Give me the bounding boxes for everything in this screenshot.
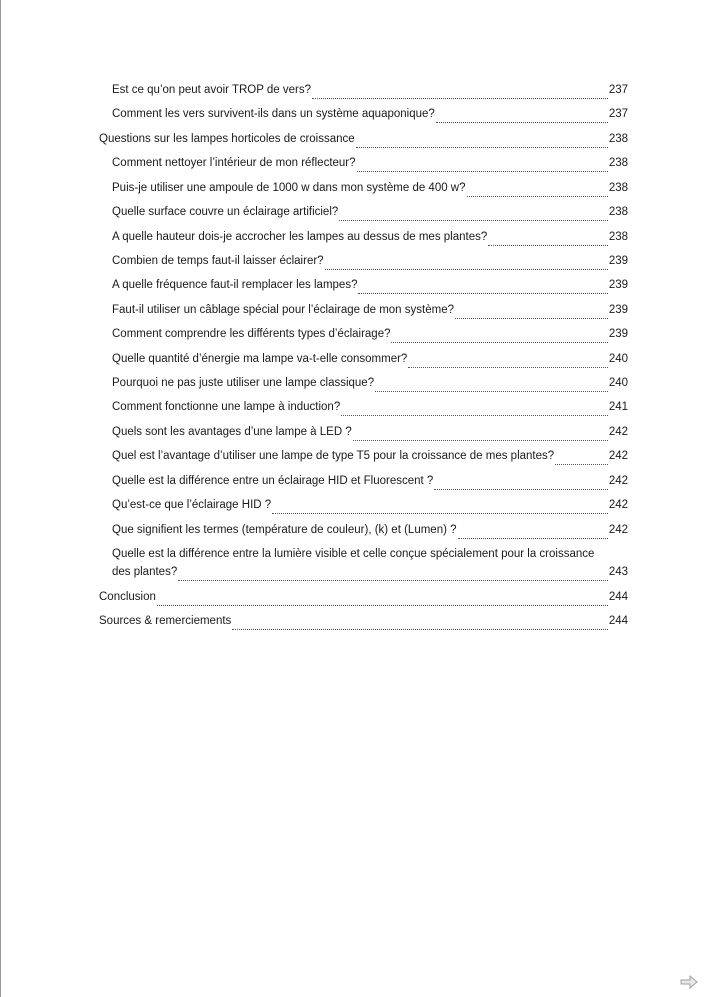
toc-leader-dots <box>408 354 607 368</box>
toc-leader-dots <box>436 109 608 123</box>
toc-leader-dots <box>339 207 608 221</box>
toc-entry-page: 242 <box>608 524 628 536</box>
toc-entry-title: Faut-il utiliser un câblage spécial pour l’éclairage de mon système? <box>112 304 454 316</box>
toc-entry-page: 237 <box>608 108 628 120</box>
toc-entry-page: 238 <box>608 231 628 243</box>
toc-leader-dots <box>178 567 608 581</box>
toc-entry-title: Quels sont les avantages d’une lampe à LED ? <box>112 426 352 438</box>
toc-entry-page: 243 <box>608 566 628 578</box>
toc-entry-page: 241 <box>608 401 628 413</box>
toc-entry-page: 240 <box>608 377 628 389</box>
toc-entry-title: Comment fonctionne une lampe à induction? <box>112 401 341 413</box>
toc-leader-dots <box>358 280 607 294</box>
toc-entry-page: 239 <box>608 255 628 267</box>
toc-entry-title: Qu’est-ce que l’éclairage HID ? <box>112 499 272 511</box>
toc-entry-title: Pourquoi ne pas juste utiliser une lampe classique? <box>112 377 375 389</box>
toc-entry[interactable] <box>112 521 628 539</box>
toc-leader-dots <box>272 500 608 514</box>
toc-entry[interactable] <box>112 228 628 246</box>
toc-entry-title: Est ce qu’on peut avoir TROP de vers? <box>112 84 312 96</box>
toc-entry[interactable] <box>112 447 628 465</box>
toc-leader-dots <box>375 378 608 392</box>
toc-entry[interactable] <box>112 472 628 490</box>
toc-entry-page: 239 <box>608 328 628 340</box>
toc-entry-title-continued: des plantes? <box>112 566 178 578</box>
toc-entry[interactable] <box>112 325 628 343</box>
toc-entry-page: 242 <box>608 475 628 487</box>
toc-leader-dots <box>312 85 608 99</box>
toc-entry-title: Sources & remerciements <box>99 615 232 627</box>
toc-entry-title: Quelle quantité d’énergie ma lampe va-t-elle consommer? <box>112 353 408 365</box>
toc-entry-page: 244 <box>608 591 628 603</box>
toc-entry-title: Comment comprendre les différents types d’éclairage? <box>112 328 391 340</box>
toc-entry-title: Quelle est la différence entre un éclairage HID et Fluorescent ? <box>112 475 434 487</box>
toc-entry-title: Quelle surface couvre un éclairage artificiel? <box>112 206 339 218</box>
toc-leader-dots <box>341 402 608 416</box>
toc-leader-dots <box>458 525 608 539</box>
toc-entry-title: Comment nettoyer l’intérieur de mon réflecteur? <box>112 157 356 169</box>
toc-entry-page: 239 <box>608 279 628 291</box>
toc-leader-dots <box>434 476 607 490</box>
toc-entry[interactable] <box>112 350 628 368</box>
toc-leader-dots <box>488 232 608 246</box>
toc-entry-title: A quelle fréquence faut-il remplacer les lampes? <box>112 279 358 291</box>
toc-entry[interactable] <box>112 81 628 99</box>
toc-entry-page: 240 <box>608 353 628 365</box>
toc-entry[interactable] <box>112 423 628 441</box>
toc-entry[interactable] <box>112 374 628 392</box>
toc-entry[interactable] <box>112 276 628 294</box>
toc-entry[interactable] <box>112 496 628 514</box>
toc-entry-title: Quel est l’avantage d’utiliser une lampe de type T5 pour la croissance de mes plantes? <box>112 450 555 462</box>
toc-entry-title: Que signifient les termes (température de couleur), (k) et (Lumen) ? <box>112 524 457 536</box>
toc-leader-dots <box>455 305 608 319</box>
toc-leader-dots <box>232 616 608 630</box>
toc-leader-dots <box>157 592 608 606</box>
toc-entry[interactable] <box>99 612 628 630</box>
toc-entry-page: 238 <box>608 157 628 169</box>
toc-entry-page: 244 <box>608 615 628 627</box>
toc-entry-page: 239 <box>608 304 628 316</box>
toc-entry-page: 238 <box>608 182 628 194</box>
toc-entry[interactable] <box>112 545 628 581</box>
toc-entry[interactable] <box>112 203 628 221</box>
arrow-right-icon[interactable] <box>680 975 698 989</box>
toc-entry[interactable] <box>99 130 628 148</box>
toc-entry-page: 237 <box>608 84 628 96</box>
toc-entry[interactable] <box>112 105 628 123</box>
toc-entry-title: Combien de temps faut-il laisser éclairer? <box>112 255 324 267</box>
toc-entry[interactable] <box>112 179 628 197</box>
toc-entry-title: Questions sur les lampes horticoles de croissance <box>99 133 355 145</box>
toc-entry-page: 238 <box>608 133 628 145</box>
toc-entry-page: 242 <box>608 450 628 462</box>
toc-leader-dots <box>555 451 608 465</box>
toc-entry-title: Puis-je utiliser une ampoule de 1000 w dans mon système de 400 w? <box>112 182 466 194</box>
toc-entry[interactable] <box>112 301 628 319</box>
toc-entry-title: Conclusion <box>99 591 156 603</box>
toc-entry-page: 238 <box>608 206 628 218</box>
toc-leader-dots <box>357 158 608 172</box>
toc-leader-dots <box>391 329 607 343</box>
toc-leader-dots <box>467 183 608 197</box>
toc-entry[interactable] <box>112 154 628 172</box>
toc-entry-title: Comment les vers survivent-ils dans un système aquaponique? <box>112 108 435 120</box>
toc-entry-page: 242 <box>608 426 628 438</box>
toc-leader-dots <box>353 427 608 441</box>
toc-leader-dots <box>325 256 608 270</box>
toc-entry-title: A quelle hauteur dois-je accrocher les lampes au dessus de mes plantes? <box>112 231 488 243</box>
toc-entry[interactable] <box>112 398 628 416</box>
toc-entry-title: Quelle est la différence entre la lumière visible et celle conçue spécialement pour la croissance <box>112 548 595 560</box>
toc-entry[interactable] <box>112 252 628 270</box>
toc-entry[interactable] <box>99 588 628 606</box>
toc-leader-dots <box>356 134 608 148</box>
toc-entry-page: 242 <box>608 499 628 511</box>
